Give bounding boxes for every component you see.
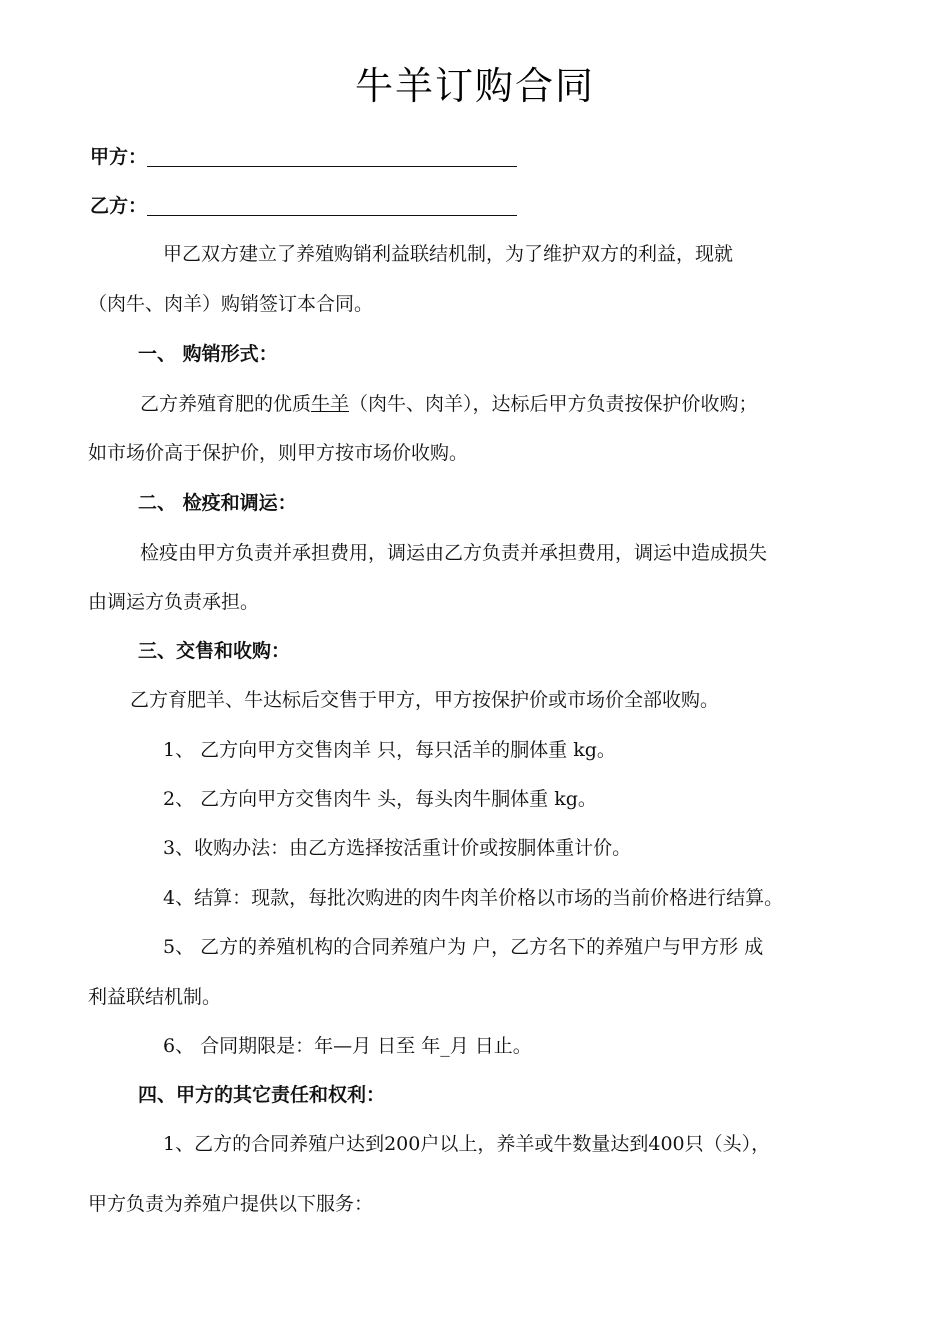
intro-line-2: （肉牛、肉羊）购销签订本合同。	[88, 293, 374, 315]
party-a-blank	[147, 148, 517, 167]
party-a-line	[90, 145, 517, 169]
section-3-para: 乙方育肥羊、牛达标后交售于甲方，甲方按保护价或市场价全部收购。	[130, 689, 720, 711]
section-3-item-2: 2、 乙方向甲方交售肉牛 头，每头肉牛胴体重 kg。	[163, 788, 597, 810]
section-2-para-line-1: 检疫由甲方负责并承担费用，调运由乙方负责并承担费用，调运中造成损失	[140, 542, 768, 564]
section-1-para-pre: 乙方养殖育肥的优质	[140, 393, 312, 415]
party-b-label: 乙方：	[90, 195, 148, 217]
section-3-item-5-line-2: 利益联结机制。	[88, 986, 222, 1008]
section-1-para-line-1	[140, 392, 758, 416]
section-2-heading: 二、 检疫和调运：	[138, 492, 297, 514]
section-3-item-5-line-1: 5、 乙方的养殖机构的合同养殖户为 户，乙方名下的养殖户与甲方形 成	[163, 936, 764, 958]
party-a-label: 甲方：	[90, 146, 148, 168]
intro-line-1: 甲乙双方建立了养殖购销利益联结机制，为了维护双方的利益，现就	[163, 243, 734, 265]
section-3-item-3: 3、收购办法：由乙方选择按活重计价或按胴体重计价。	[163, 837, 632, 859]
section-4-item-1-line-2: 甲方负责为养殖户提供以下服务：	[88, 1193, 374, 1215]
section-1-heading: 一、 购销形式：	[138, 343, 278, 365]
section-3-item-6: 6、 合同期限是：年—月 日至 年_月 日止。	[163, 1035, 532, 1057]
section-4-item-1-line-1: 1、乙方的合同养殖户达到200户以上，养羊或牛数量达到400只（头），	[163, 1133, 771, 1155]
section-1-para-underlined: 牛羊	[311, 393, 350, 415]
party-b-line	[90, 194, 517, 218]
section-4-heading: 四、甲方的其它责任和权利：	[138, 1084, 386, 1106]
section-3-item-1: 1、 乙方向甲方交售肉羊 只，每只活羊的胴体重 kg。	[163, 739, 616, 761]
section-3-item-4: 4、结算：现款，每批次购进的肉牛肉羊价格以市场的当前价格进行结算。	[163, 887, 784, 909]
section-1-para-post: （肉牛、肉羊），达标后甲方负责按保护价收购；	[349, 393, 758, 415]
section-2-para-line-2: 由调运方负责承担。	[88, 591, 260, 613]
party-b-blank	[147, 197, 517, 216]
section-1-para-line-2: 如市场价高于保护价，则甲方按市场价收购。	[88, 442, 469, 464]
section-3-heading: 三、交售和收购：	[138, 640, 291, 662]
document-title: 牛羊订购合同	[354, 64, 595, 108]
